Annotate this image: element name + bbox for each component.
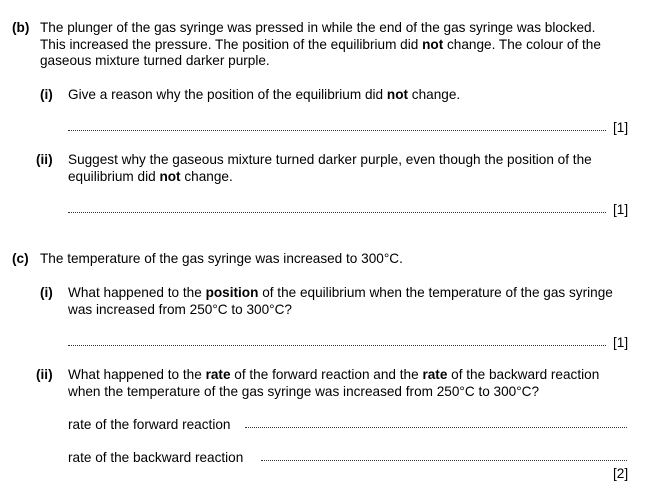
part-b-i-question: Give a reason why the position of the equilibrium did not change. xyxy=(68,87,461,102)
answer-line-b-i[interactable] xyxy=(68,129,606,131)
part-c-ii-label: (ii) xyxy=(36,367,53,382)
answer-line-c-i[interactable] xyxy=(68,344,606,346)
part-b-line-2: This increased the pressure. The position of the equilibrium did not change. The colour of the xyxy=(40,36,601,52)
part-c-i-label: (i) xyxy=(40,285,53,300)
part-c-i-question: What happened to the position of the equilibrium when the temperature of the gas syringe was increased from 250°C to 300°C? xyxy=(68,285,613,317)
part-c-stem: The temperature of the gas syringe was increased to 300°C. xyxy=(40,251,403,266)
answer-line-forward-rate[interactable] xyxy=(245,426,627,428)
part-c-label: (c) xyxy=(12,251,29,266)
mark-c-i: [1] xyxy=(613,335,629,350)
answer-line-backward-rate[interactable] xyxy=(261,459,627,461)
part-b-stem xyxy=(40,20,640,70)
forward-rate-label: rate of the forward reaction xyxy=(68,417,231,432)
part-b-ii-question: Suggest why the gaseous mixture turned darker purple, even though the position of the equilibrium did not change. xyxy=(68,152,592,184)
part-b-line-3: gaseous mixture turned darker purple. xyxy=(40,53,270,68)
part-b-line-1: The plunger of the gas syringe was pressed in while the end of the gas syringe was blocked. xyxy=(40,20,596,35)
answer-line-b-ii[interactable] xyxy=(68,211,606,213)
mark-b-i: [1] xyxy=(613,120,629,135)
backward-rate-label: rate of the backward reaction xyxy=(68,450,244,465)
part-b-ii-label: (ii) xyxy=(36,152,53,167)
mark-b-ii: [1] xyxy=(613,202,629,217)
part-b-i-label: (i) xyxy=(40,87,53,102)
mark-c-ii: [2] xyxy=(613,466,629,481)
part-b-label: (b) xyxy=(12,20,30,35)
part-c-ii-question: What happened to the rate of the forward reaction and the rate of the backward reaction when the temperature of the gas syringe was increased from 250°C to 300°C? xyxy=(68,367,600,399)
